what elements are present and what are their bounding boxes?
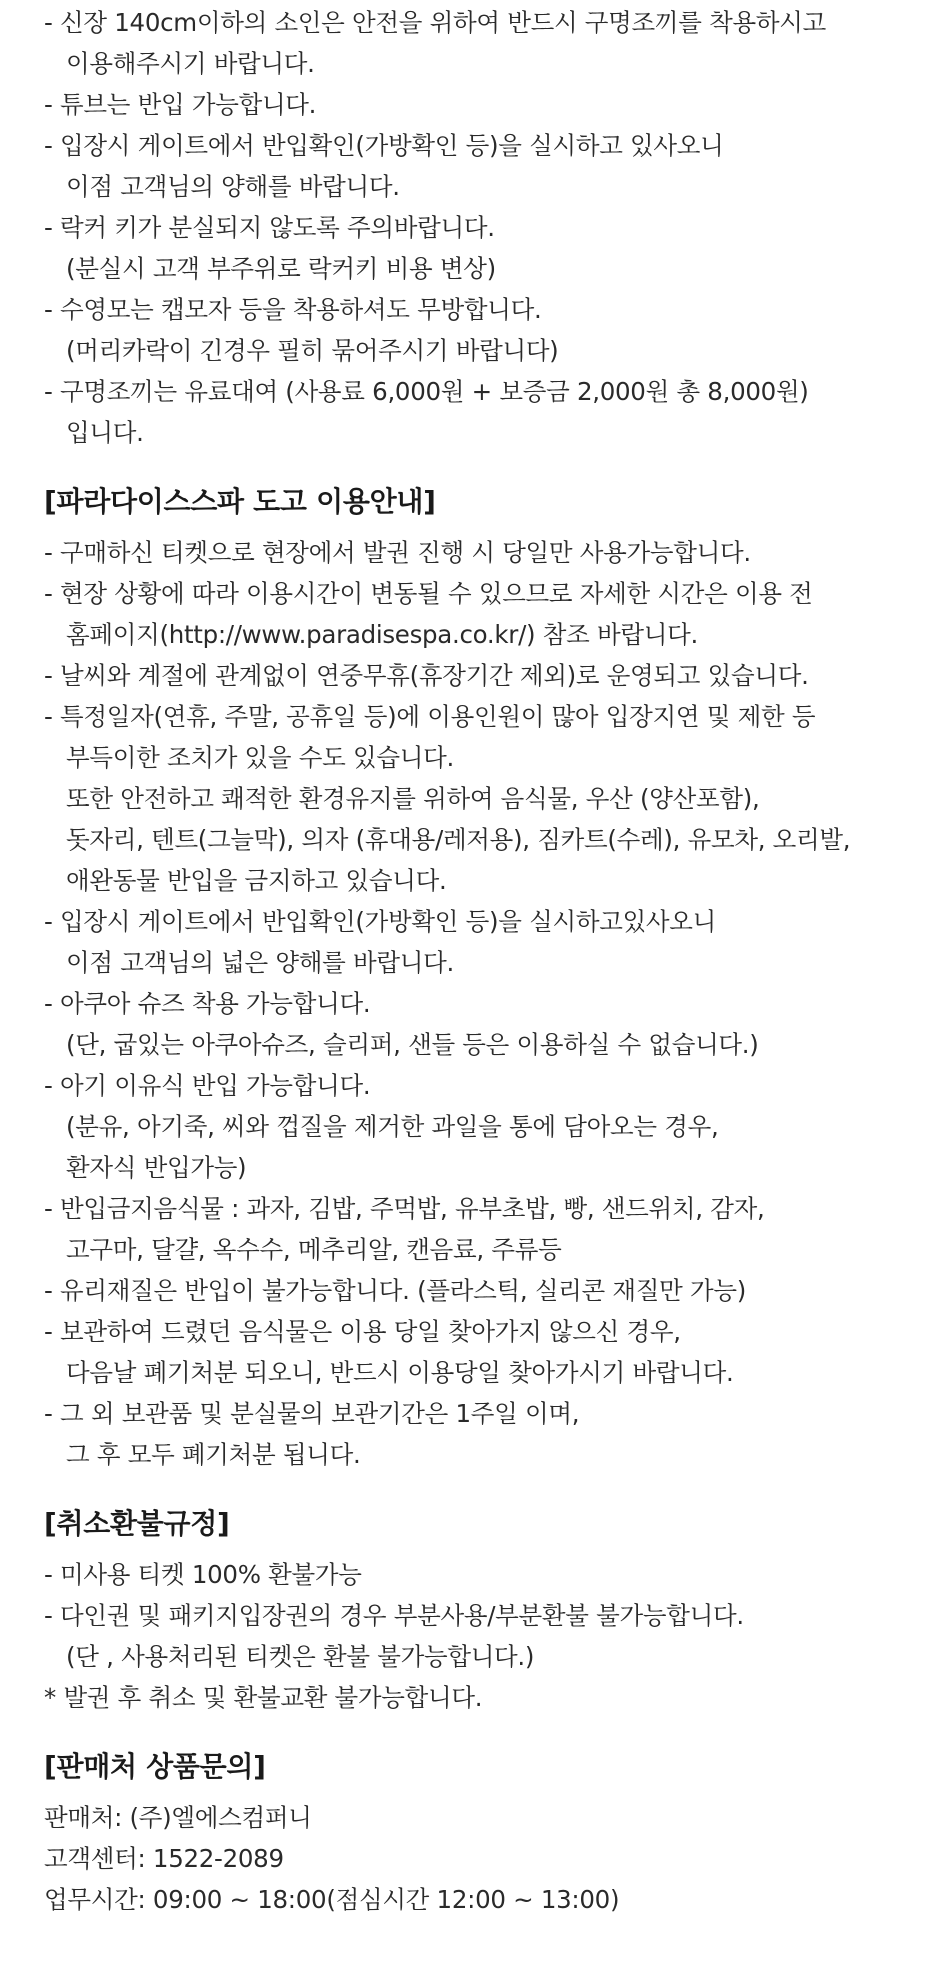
notice-line: 이점 고객님의 넓은 양해를 바랍니다. [66,948,454,977]
section-heading: [취소환불규정] [44,1507,230,1540]
notice-line: - 다인권 및 패키지입장권의 경우 부분사용/부분환불 불가능합니다. [44,1601,744,1630]
notice-line: (단 , 사용처리된 티켓은 환불 불가능합니다.) [66,1642,535,1671]
notice-line: 다음날 폐기처분 되오니, 반드시 이용당일 찾아가시기 바랍니다. [66,1358,734,1387]
customer-center-phone: 고객센터: 1522-2089 [44,1844,284,1873]
notice-line: - 튜브는 반입 가능합니다. [44,90,317,119]
notice-line: - 현장 상황에 따라 이용시간이 변동될 수 있으므로 자세한 시간은 이용 전 [44,579,813,608]
notice-line: 돗자리, 텐트(그늘막), 의자 (휴대용/레저용), 짐카트(수레), 유모차, 오리발, [66,825,851,854]
notice-line: - 보관하여 드렸던 음식물은 이용 당일 찾아가지 않으신 경우, [44,1317,681,1346]
notice-line: 이점 고객님의 양해를 바랍니다. [66,172,400,201]
section-usage-rules [44,2,950,453]
section-seller-contact [44,1746,950,1920]
notice-line: - 락커 키가 분실되지 않도록 주의바랍니다. [44,213,495,242]
notice-line: - 아기 이유식 반입 가능합니다. [44,1071,371,1100]
notice-line: 애완동물 반입을 금지하고 있습니다. [66,866,447,895]
notice-line: - 구명조끼는 유료대여 (사용료 6,000원 + 보증금 2,000원 총 8,000원) [44,377,809,406]
section-spa-guide [44,481,950,1475]
notice-line: (단, 굽있는 아쿠아슈즈, 슬리퍼, 샌들 등은 이용하실 수 없습니다.) [66,1030,759,1059]
notice-line: 또한 안전하고 쾌적한 환경유지를 위하여 음식물, 우산 (양산포함), [66,784,760,813]
notice-line: (머리카락이 긴경우 필히 묶어주시기 바랍니다) [66,336,559,365]
notice-line: - 특정일자(연휴, 주말, 공휴일 등)에 이용인원이 많아 입장지연 및 제한 등 [44,702,816,731]
notice-line: - 그 외 보관품 및 분실물의 보관기간은 1주일 이며, [44,1399,580,1428]
notice-line: - 날씨와 계절에 관계없이 연중무휴(휴장기간 제외)로 운영되고 있습니다. [44,661,809,690]
section-refund-policy [44,1503,950,1718]
notice-line: (분유, 아기죽, 씨와 껍질을 제거한 과일을 통에 담아오는 경우, [66,1112,719,1141]
notice-line: - 구매하신 티켓으로 현장에서 발권 진행 시 당일만 사용가능합니다. [44,538,751,567]
notice-line: - 유리재질은 반입이 불가능합니다. (플라스틱, 실리콘 재질만 가능) [44,1276,746,1305]
notice-line: - 아쿠아 슈즈 착용 가능합니다. [44,989,371,1018]
notice-line: - 신장 140cm이하의 소인은 안전을 위하여 반드시 구명조끼를 착용하시고 [44,8,826,37]
notice-line: 그 후 모두 폐기처분 됩니다. [66,1440,361,1469]
notice-line: - 수영모는 캡모자 등을 착용하셔도 무방합니다. [44,295,542,324]
notice-line: 환자식 반입가능) [66,1153,247,1182]
notice-line: * 발권 후 취소 및 환불교환 불가능합니다. [44,1683,483,1712]
notice-line: 입니다. [66,418,144,447]
section-heading: [판매처 상품문의] [44,1750,266,1783]
notice-line: - 입장시 게이트에서 반입확인(가방확인 등)을 실시하고있사오니 [44,907,717,936]
notice-line: - 반입금지음식물 : 과자, 김밥, 주먹밥, 유부초밥, 빵, 샌드위치, 감자, [44,1194,765,1223]
notice-line: 고구마, 달걀, 옥수수, 메추리알, 캔음료, 주류등 [66,1235,562,1264]
notice-line: 홈페이지(http://www.paradisespa.co.kr/) 참조 바랍니다. [66,620,698,649]
notice-line: 부득이한 조치가 있을 수도 있습니다. [66,743,454,772]
section-heading: [파라다이스스파 도고 이용안내] [44,485,436,518]
business-hours: 업무시간: 09:00 ~ 18:00(점심시간 12:00 ~ 13:00) [44,1885,620,1914]
seller-name: 판매처: (주)엘에스컴퍼니 [44,1803,312,1832]
notice-line: (분실시 고객 부주위로 락커키 비용 변상) [66,254,496,283]
notice-line: 이용해주시기 바랍니다. [66,49,315,78]
notice-line: - 입장시 게이트에서 반입확인(가방확인 등)을 실시하고 있사오니 [44,131,724,160]
notice-line: - 미사용 티켓 100% 환불가능 [44,1560,362,1589]
